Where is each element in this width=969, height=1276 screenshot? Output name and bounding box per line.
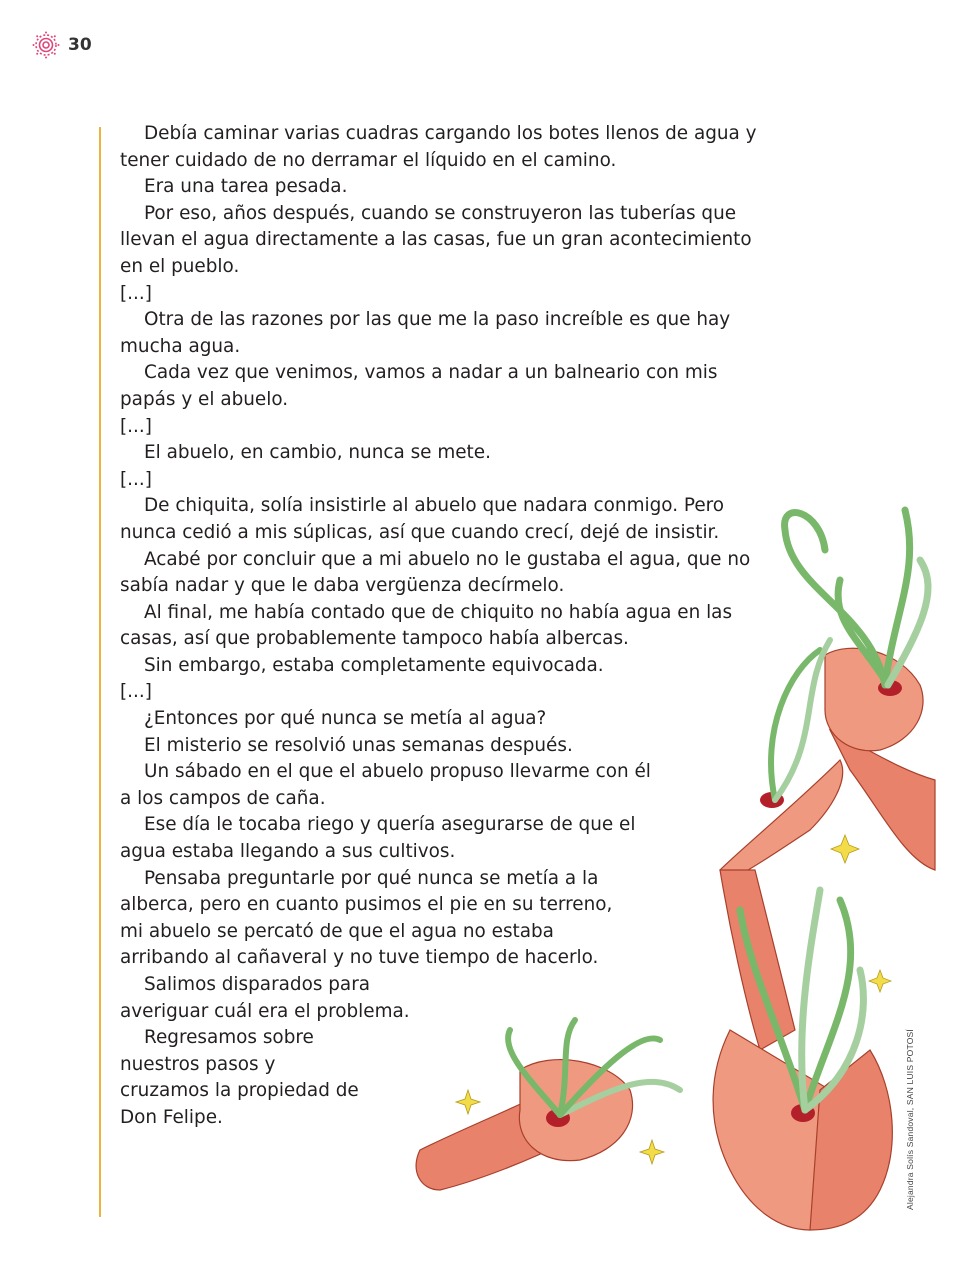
margin-rule (99, 127, 101, 1217)
page-number (32, 32, 92, 58)
paragraph: ¿Entonces por qué nunca se metía al agua? (144, 708, 547, 730)
paragraph: Un sábado en el que el abuelo propuso llevarme con él a los campos de caña. (120, 761, 651, 809)
hand-bottom-left (416, 1060, 632, 1190)
ellipsis: [...] (120, 681, 152, 703)
paragraph: Salimos disparados para averiguar cuál era el problema. (120, 974, 410, 1022)
paragraph: Pensaba preguntarle por qué nunca se metía a la alberca, pero en cuanto pusimos el pie en su terreno, mi abuelo se percató de que el agua no estaba arribando al cañaveral y no tuve tiempo de hacerlo. (120, 867, 613, 969)
seedling-middle (771, 640, 830, 800)
ellipsis: [...] (120, 282, 152, 304)
ellipsis: [...] (120, 415, 152, 437)
paragraph: Era una tarea pesada. (144, 176, 348, 198)
hand-middle (720, 760, 843, 1050)
paragraph: De chiquita, solía insistirle al abuelo que nadara conmigo. Pero nunca cedió a mis súplicas, así que cuando crecí, dejé de insistir. (120, 495, 725, 543)
paragraph: Debía caminar varias cuadras cargando los botes llenos de agua y tener cuidado de no derramar el líquido en el camino. (120, 123, 757, 171)
hand-top-right (825, 648, 935, 870)
hands-and-seedlings-illustration (400, 470, 945, 1260)
paragraph: Cada vez que venimos, vamos a nadar a un balneario con mis papás y el abuelo. (120, 362, 718, 410)
paragraph: El abuelo, en cambio, nunca se mete. (144, 442, 491, 464)
paragraph: Acabé por concluir que a mi abuelo no le gustaba el agua, que no sabía nadar y que le daba vergüenza decírmelo. (120, 548, 751, 597)
illustration-credit: Alejandra Solís Sandoval, SAN LUIS POTOSÍ (905, 1029, 915, 1210)
paragraph: Sin embargo, estaba completamente equivocada. (144, 654, 604, 676)
ellipsis: [...] (120, 468, 152, 490)
paragraph: Ese día le tocaba riego y quería asegurarse de que el agua estaba llegando a sus cultivos. (120, 814, 636, 863)
paragraph: Regresamos sobre nuestros pasos y cruzamos la propiedad de Don Felipe. (120, 1027, 359, 1128)
paragraph: Al final, me había contado que de chiquito no había agua en las casas, así que probablemente tampoco había albercas. (120, 601, 733, 650)
concentric-sun-icon (32, 31, 60, 59)
paragraph: Otra de las razones por las que me la paso increíble es que hay mucha agua. (120, 309, 731, 357)
paragraph: El misterio se resolvió unas semanas después. (144, 734, 573, 756)
page-number-text: 30 (68, 35, 92, 55)
paragraph: Por eso, años después, cuando se construyeron las tuberías que llevan el agua directamente a las casas, fue un gran acontecimiento en el pueblo. (120, 202, 752, 277)
